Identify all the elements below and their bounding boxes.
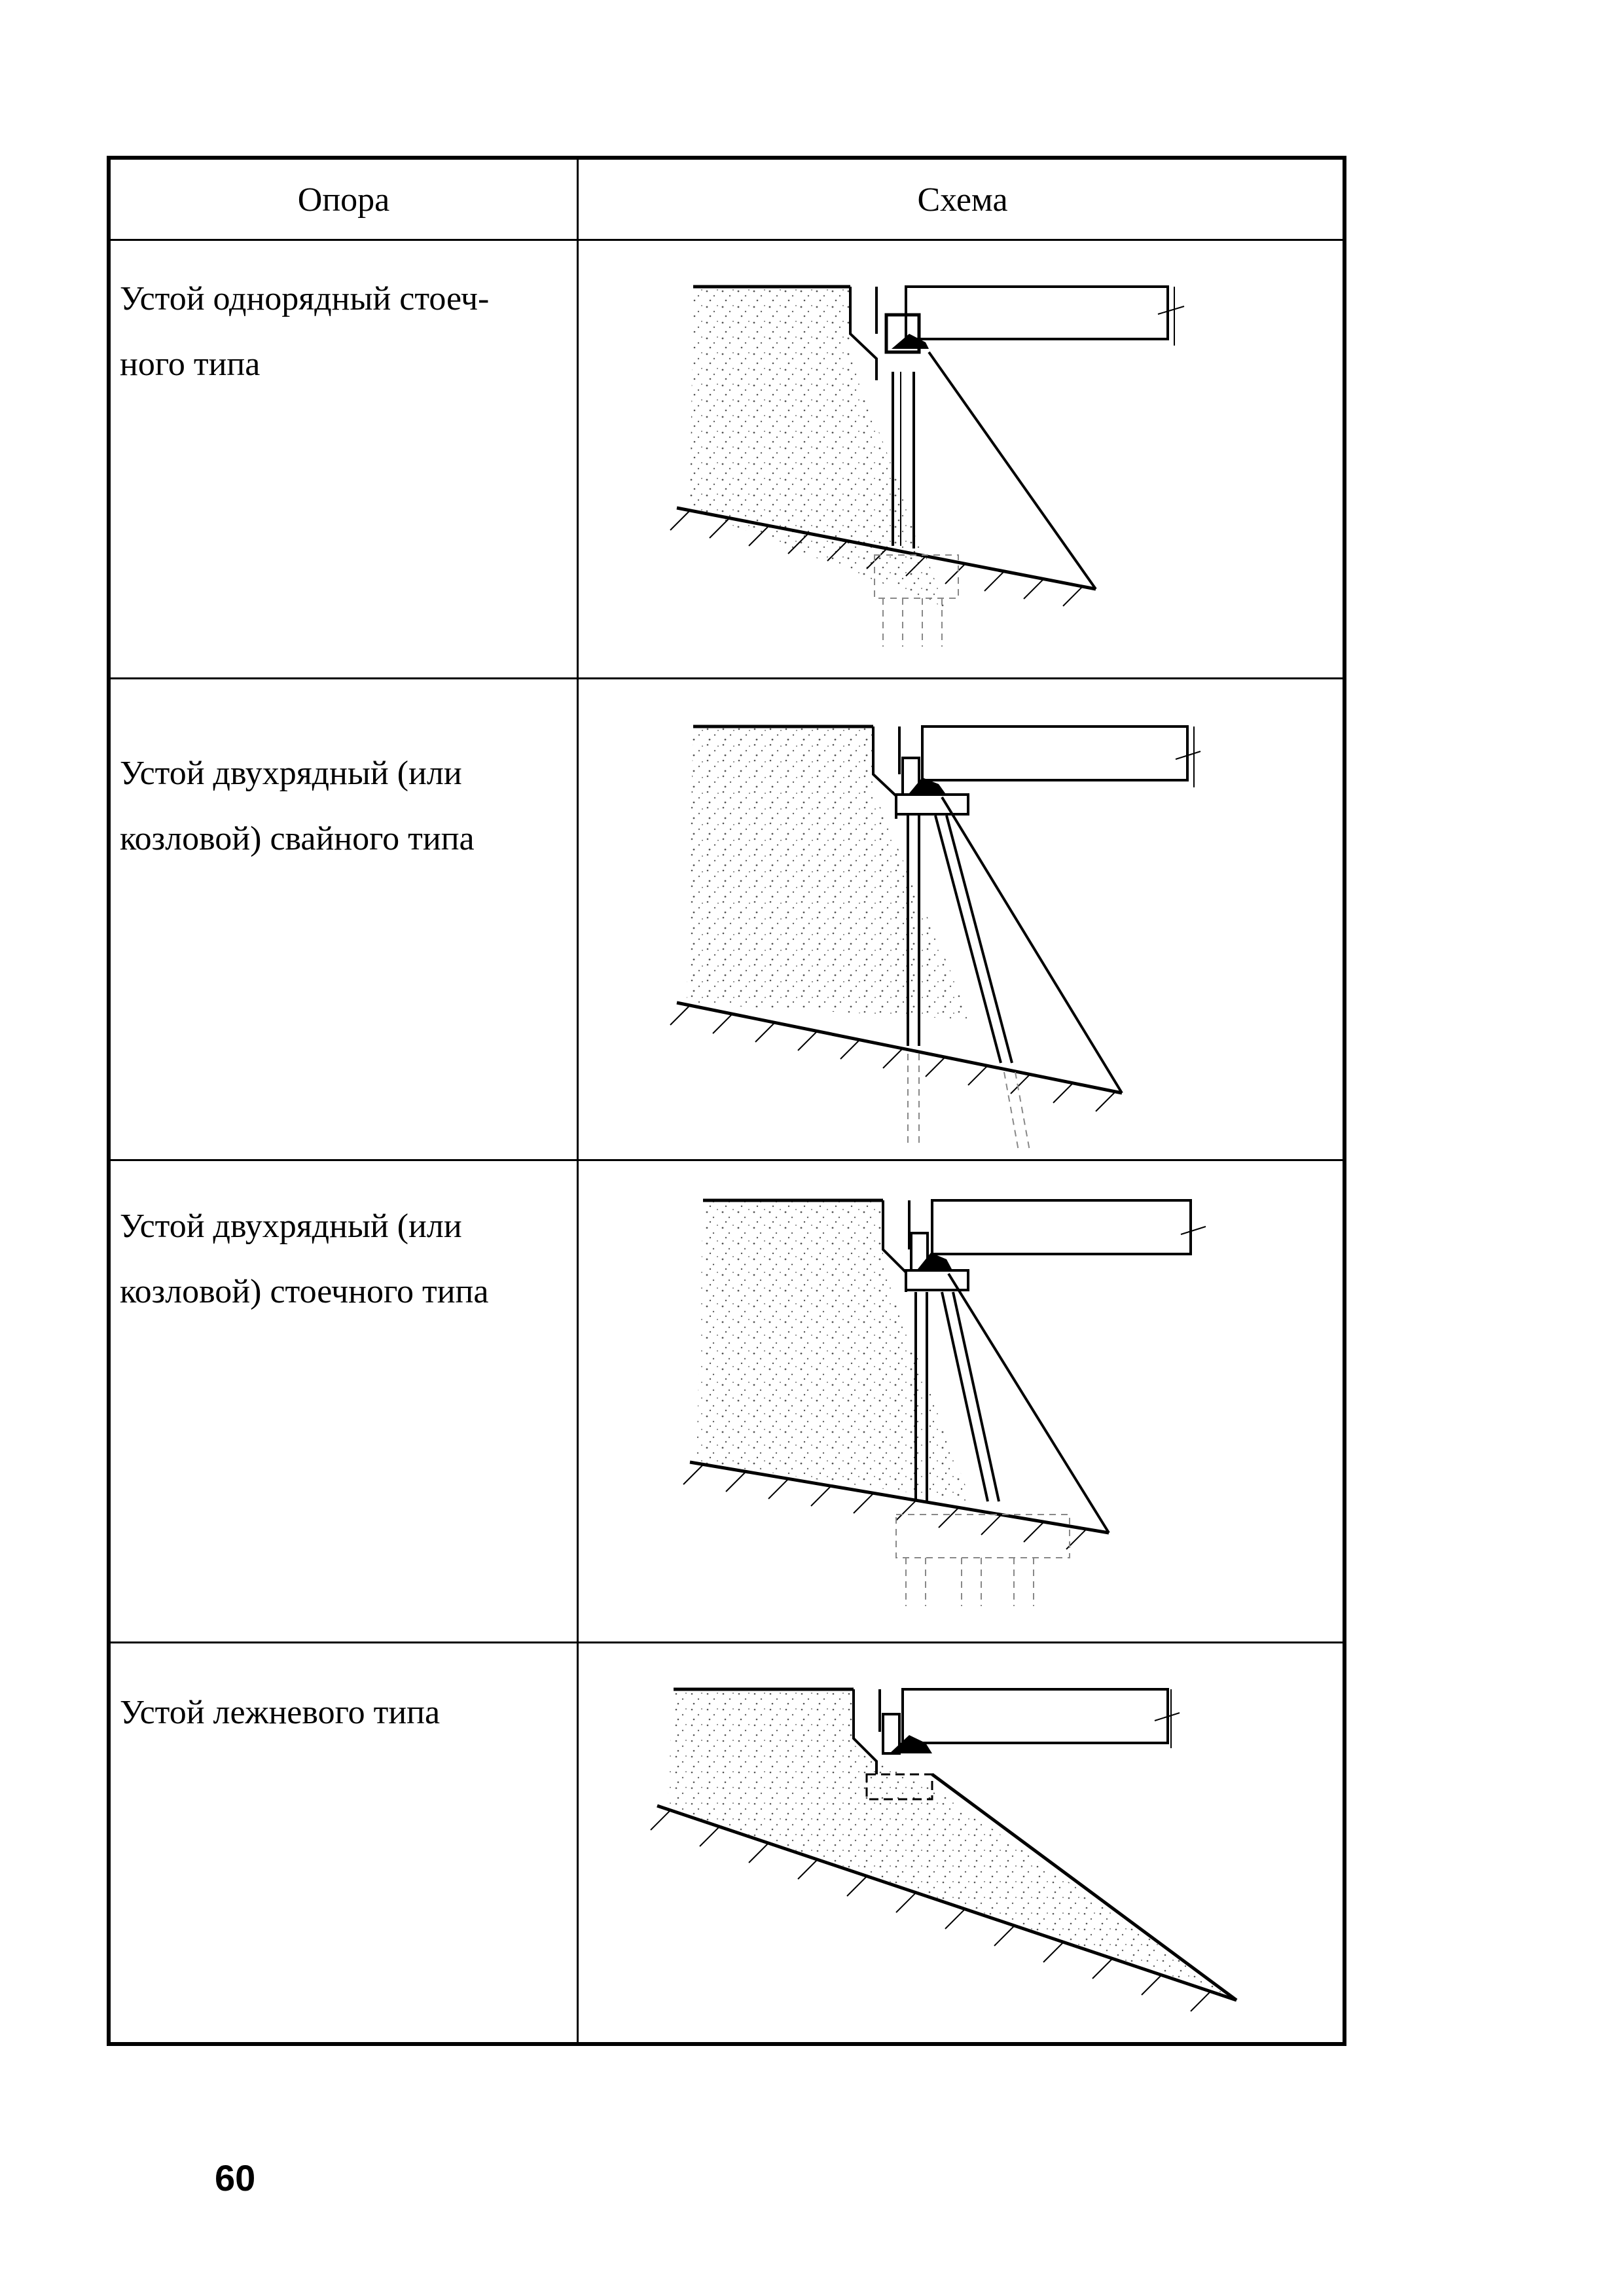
row-3-label: Устой двухрядный (или козловой) стоечного типа bbox=[120, 1208, 489, 1310]
header-support: Опора bbox=[297, 181, 390, 219]
row-4-label: Устой лежневого типа bbox=[120, 1694, 441, 1731]
page-number: 60 bbox=[215, 2157, 256, 2198]
row-2-scheme bbox=[579, 679, 1346, 1159]
header-scheme: Схема bbox=[917, 181, 1008, 219]
supports-table bbox=[107, 156, 1346, 2046]
row-1-scheme bbox=[579, 241, 1346, 677]
row-1-label: Устой однорядный стоеч- ного типа bbox=[120, 280, 490, 383]
row-2-label: Устой двухрядный (или козловой) свайного типа bbox=[120, 755, 475, 857]
row-3-scheme bbox=[579, 1161, 1346, 1641]
row-4-scheme bbox=[579, 1643, 1346, 2046]
